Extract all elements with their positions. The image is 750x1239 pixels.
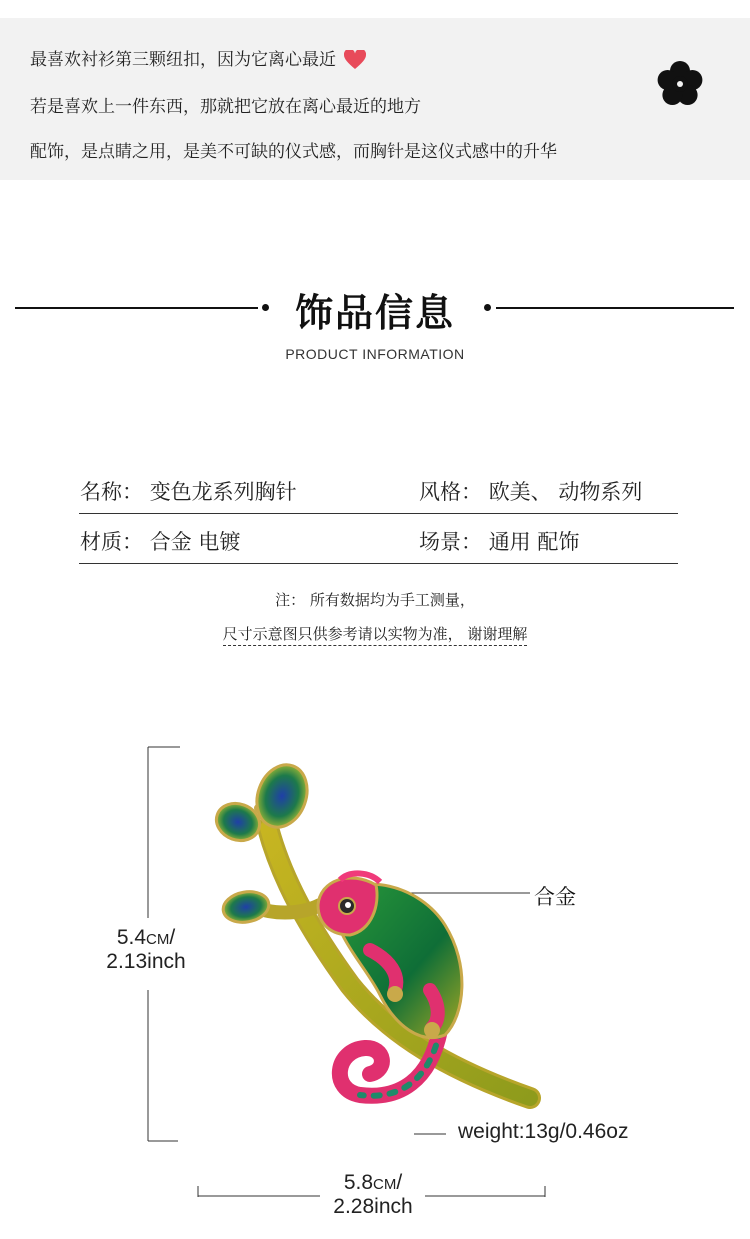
name-label: 名称： bbox=[80, 480, 143, 504]
intro-line-2: 若是喜欢上一件东西，那就把它放在离心最近的地方 bbox=[30, 97, 421, 117]
material-label: 材质： bbox=[80, 530, 143, 554]
width-unit: CM bbox=[373, 1176, 397, 1193]
header-line-right bbox=[496, 307, 734, 309]
height-inch: 2.13inch bbox=[106, 950, 186, 973]
info-divider-2 bbox=[79, 563, 678, 564]
style-value: 欧美、 动物系列 bbox=[488, 480, 643, 504]
header-dot-right bbox=[484, 304, 491, 311]
name-value: 变色龙系列胸针 bbox=[149, 480, 297, 504]
intro-line-1: 最喜欢衬衫第三颗纽扣，因为它离心最近 bbox=[30, 45, 366, 70]
style-label: 风格： bbox=[419, 480, 482, 504]
heart-icon bbox=[344, 50, 366, 70]
info-name bbox=[80, 476, 297, 506]
info-style bbox=[419, 476, 642, 506]
width-value: 5.8 bbox=[343, 1171, 374, 1194]
material-value: 合金 电镀 bbox=[149, 530, 241, 554]
height-unit: CM bbox=[146, 931, 170, 948]
note-line-1: 注： 所有数据均为手工测量， bbox=[275, 591, 475, 609]
info-divider-1 bbox=[79, 513, 678, 514]
width-inch: 2.28inch bbox=[333, 1195, 413, 1218]
note-line-2: 尺寸示意图只供参考请以实物为准， 谢谢理解 bbox=[0, 623, 750, 644]
width-sep: / bbox=[396, 1171, 403, 1194]
intro-line-3: 配饰，是点睛之用，是美不可缺的仪式感，而胸针是这仪式感中的升华 bbox=[30, 142, 557, 162]
width-dimension-label bbox=[318, 1172, 428, 1218]
height-value: 5.4 bbox=[116, 926, 147, 949]
flower-icon bbox=[656, 60, 704, 108]
weight-label: weight:13g/0.46oz bbox=[458, 1120, 629, 1143]
scene-label: 场景： bbox=[419, 530, 482, 554]
intro-banner bbox=[0, 18, 750, 180]
info-material bbox=[80, 526, 240, 556]
height-dimension-label bbox=[98, 927, 194, 973]
section-title: 饰品信息 bbox=[294, 291, 455, 335]
section-subtitle: PRODUCT INFORMATION bbox=[285, 346, 465, 362]
material-callout: 合金 bbox=[534, 885, 576, 909]
scene-value: 通用 配饰 bbox=[488, 530, 580, 554]
info-scene bbox=[419, 526, 579, 556]
height-sep: / bbox=[169, 926, 176, 949]
